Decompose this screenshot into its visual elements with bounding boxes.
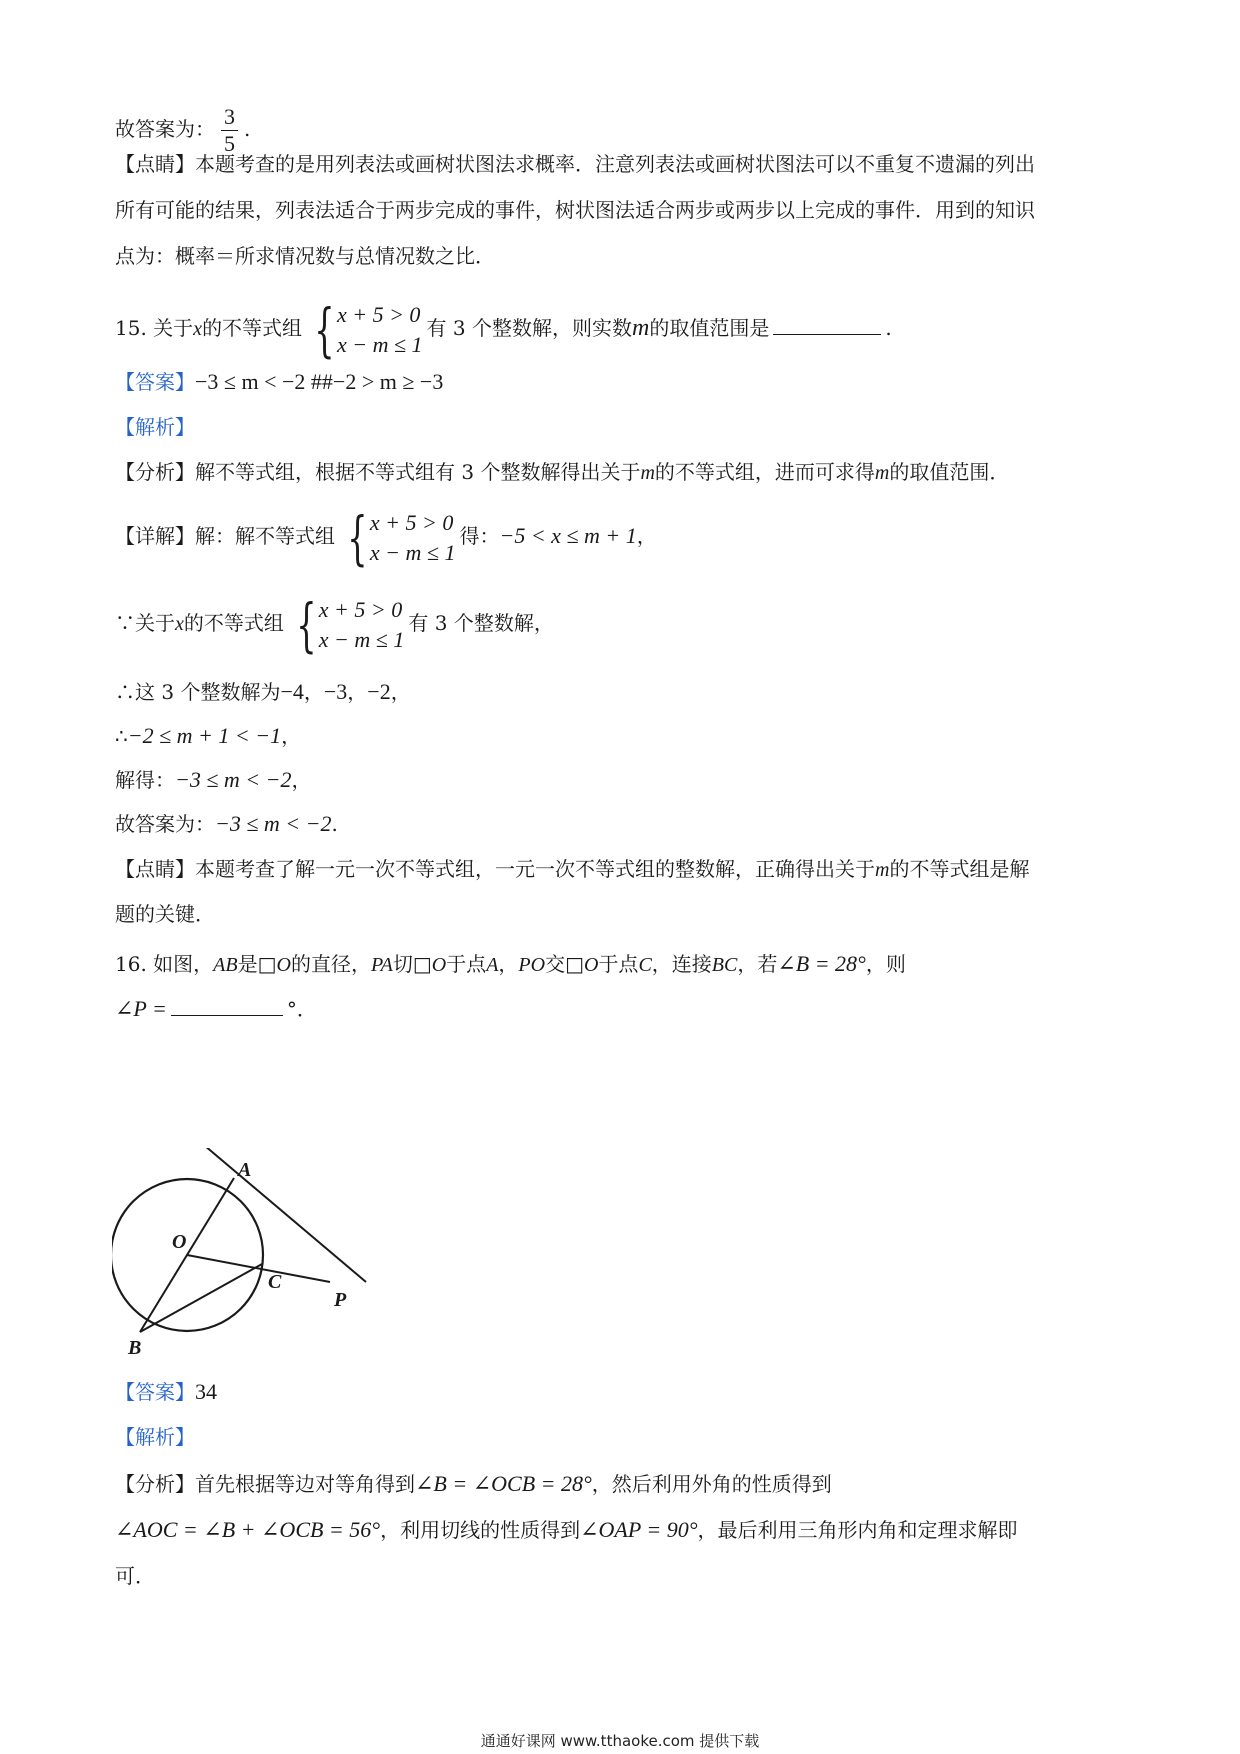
q16-text: ，连接 [651, 952, 712, 976]
therefore-line-1 [115, 678, 411, 706]
fenxi-text-a: ，利用切线的性质得到 [380, 1518, 581, 1542]
seg-BC: BC [711, 954, 738, 976]
segment-BC [140, 1264, 262, 1332]
xiangjie-text-b: 得： [459, 524, 500, 548]
brace-icon: { [296, 590, 317, 659]
since-text-c: 有 3 个整数解， [408, 611, 554, 635]
inequality-expr: −3 ≤ m < −2 [175, 767, 292, 792]
fenxi-text-b: ，最后利用三角形内角和定理求解即 [697, 1518, 1018, 1542]
angle-equality-expr: ∠B = ∠OCB = 28° [415, 1471, 592, 1496]
q16-text: 是 [237, 952, 258, 976]
sep: ， [291, 768, 312, 792]
label-B: B [128, 1337, 142, 1358]
solve-text: 解得： [115, 768, 175, 792]
q16-text: ，若 [737, 952, 778, 976]
seg-PO: PO [518, 954, 546, 976]
dianjing-15-line-2: 题的关键． [115, 902, 215, 926]
circle-symbol-icon: □ [257, 952, 277, 976]
dianjing-14-line-2: 所有可能的结果，列表法适合于两步完成的事件，树状图法适合两步或两步以上完成的事件．用到的知识 [115, 198, 1035, 222]
question-16-line-1 [115, 950, 906, 979]
final-text: 故答案为： [115, 812, 215, 836]
since-text-a: ∵关于 [115, 611, 175, 635]
jiexi-16: 【解析】 [115, 1425, 195, 1449]
int-value: −3 [323, 679, 348, 704]
q16-text: ， [498, 952, 519, 976]
brace-icon: { [314, 295, 335, 364]
degree-unit: °． [286, 997, 317, 1021]
q15-text-3: 的取值范围是 [649, 316, 770, 340]
brace-icon: { [347, 503, 368, 572]
q16-text: ，则 [865, 952, 906, 976]
fenxi-text-c: 的取值范围． [889, 460, 1010, 484]
page-footer: 通通好课网 www.tthaoke.com 提供下载 [480, 1732, 760, 1750]
seg-PA: PA [370, 954, 393, 976]
var-m: m [640, 462, 655, 484]
dianjing-14-line-3: 点为：概率＝所求情况数与总情况数之比． [115, 244, 495, 268]
answer-blank [773, 316, 881, 335]
fenxi-text-a: 【分析】首先根据等边对等角得到 [115, 1472, 415, 1496]
label-C: C [268, 1271, 282, 1293]
answer-suffix: . [244, 117, 251, 141]
question-16-line-2 [115, 995, 317, 1023]
angle-AOC-expr: ∠AOC = ∠B + ∠OCB = 56° [115, 1517, 381, 1542]
sep: ， [390, 680, 411, 704]
thus-text: ∴这 3 个整数解为 [115, 680, 281, 704]
fraction-denominator: 5 [224, 131, 235, 156]
q15-inequality-system [306, 295, 423, 364]
var-m: m [874, 462, 890, 484]
inequality-expr: −2 ≤ m + 1 < −1 [127, 723, 282, 748]
answer-16-value: 34 [195, 1379, 217, 1404]
system-line-2: x − m ≤ 1 [336, 331, 423, 357]
solve-line [115, 766, 312, 794]
xiangjie-15 [115, 503, 657, 572]
dianjing-text-a: 【点睛】本题考查了解一元一次不等式组，一元一次不等式组的整数解，正确得出关于 [115, 857, 875, 881]
fenxi-text-b: 的不等式组，进而可求得 [654, 460, 875, 484]
q15-number: 15. 关于 [115, 316, 194, 340]
system-line-1: x + 5 > 0 [369, 509, 454, 535]
answer-15-value: −3 ≤ m < −2 ##−2 > m ≥ −3 [195, 369, 444, 394]
fenxi-text-a: 【分析】解不等式组，根据不等式组有 3 个整数解得出关于 [115, 460, 641, 484]
sep: ， [347, 680, 368, 704]
geometry-figure [112, 1148, 412, 1358]
q16-text: 于点 [446, 952, 487, 976]
int-value: −2 [367, 679, 391, 704]
q16-text: 的直径， [290, 952, 371, 976]
q16-text: 切 [392, 952, 413, 976]
point-O: O [276, 954, 291, 976]
since-text-b: 的不等式组 [183, 611, 284, 635]
label-P: P [334, 1289, 347, 1311]
solution-set: −5 < x ≤ m + 1 [499, 523, 637, 548]
fenxi-16-line-1 [115, 1470, 832, 1498]
angle-B-expr: ∠B = 28° [777, 951, 866, 976]
system-line-1: x + 5 > 0 [336, 301, 421, 327]
q15-end: . [885, 316, 892, 340]
point-O: O [583, 954, 599, 976]
answer-blank [171, 997, 283, 1016]
dianjing-15-line-1 [115, 855, 1029, 884]
q15-var-x: x [193, 318, 203, 340]
system-line-2: x − m ≤ 1 [369, 539, 456, 565]
q15-text-2: 有 3 个整数解，则实数 [426, 316, 632, 340]
answer-tag: 【答案】 [115, 370, 195, 394]
label-A: A [238, 1159, 252, 1181]
answer-15 [115, 368, 443, 396]
sep: . [331, 812, 338, 836]
var-m: m [875, 859, 890, 881]
inequality-system [288, 590, 405, 659]
therefore-icon: ∴ [115, 724, 128, 748]
q16-text: 于点 [598, 952, 639, 976]
q16-text: 交 [545, 952, 566, 976]
inequality-expr: −3 ≤ m < −2 [215, 811, 332, 836]
inequality-system [339, 503, 456, 572]
system-line-1: x + 5 > 0 [318, 596, 403, 622]
therefore-line-2 [115, 722, 301, 750]
seg-AB: AB [213, 954, 238, 976]
sep: ， [281, 724, 302, 748]
answer-16 [115, 1378, 217, 1406]
dianjing-14-line-1: 【点睛】本题考查的是用列表法或画树状图法求概率．注意列表法或画树状图法可以不重复不遗漏的列出 [115, 152, 1035, 176]
xiangjie-text-c: ， [636, 524, 657, 548]
question-15 [115, 295, 892, 362]
fenxi-15 [115, 458, 1009, 487]
circle-symbol-icon: □ [412, 952, 432, 976]
q15-var-m: m [632, 315, 650, 341]
point-C: C [638, 954, 652, 976]
fenxi-16-line-2 [115, 1516, 1018, 1544]
xiangjie-text-a: 【详解】解：解不等式组 [115, 524, 335, 548]
angle-OAP-expr: ∠OAP = 90° [580, 1517, 698, 1542]
system-line-2: x − m ≤ 1 [318, 626, 405, 652]
answer-tag: 【答案】 [115, 1380, 195, 1404]
var-x: x [175, 613, 184, 635]
since-line [115, 590, 554, 657]
point-A: A [486, 954, 499, 976]
fraction-numerator: 3 [221, 104, 238, 131]
int-value: −4 [280, 679, 304, 704]
circle-symbol-icon: □ [565, 952, 584, 976]
fenxi-text-b: ，然后利用外角的性质得到 [591, 1472, 832, 1496]
answer-prefix: 故答案为： [115, 117, 215, 141]
final-answer-15 [115, 810, 338, 838]
fenxi-16-line-3: 可． [115, 1564, 155, 1588]
label-O: O [172, 1231, 187, 1253]
dianjing-text-b: 的不等式组是解 [889, 857, 1030, 881]
q16-text: 16. 如图， [115, 952, 214, 976]
sep: ， [303, 680, 324, 704]
point-O: O [431, 954, 447, 976]
jiexi-15: 【解析】 [115, 415, 195, 439]
angle-P-expr: ∠P = [115, 996, 167, 1021]
q15-text: 的不等式组 [202, 316, 303, 340]
